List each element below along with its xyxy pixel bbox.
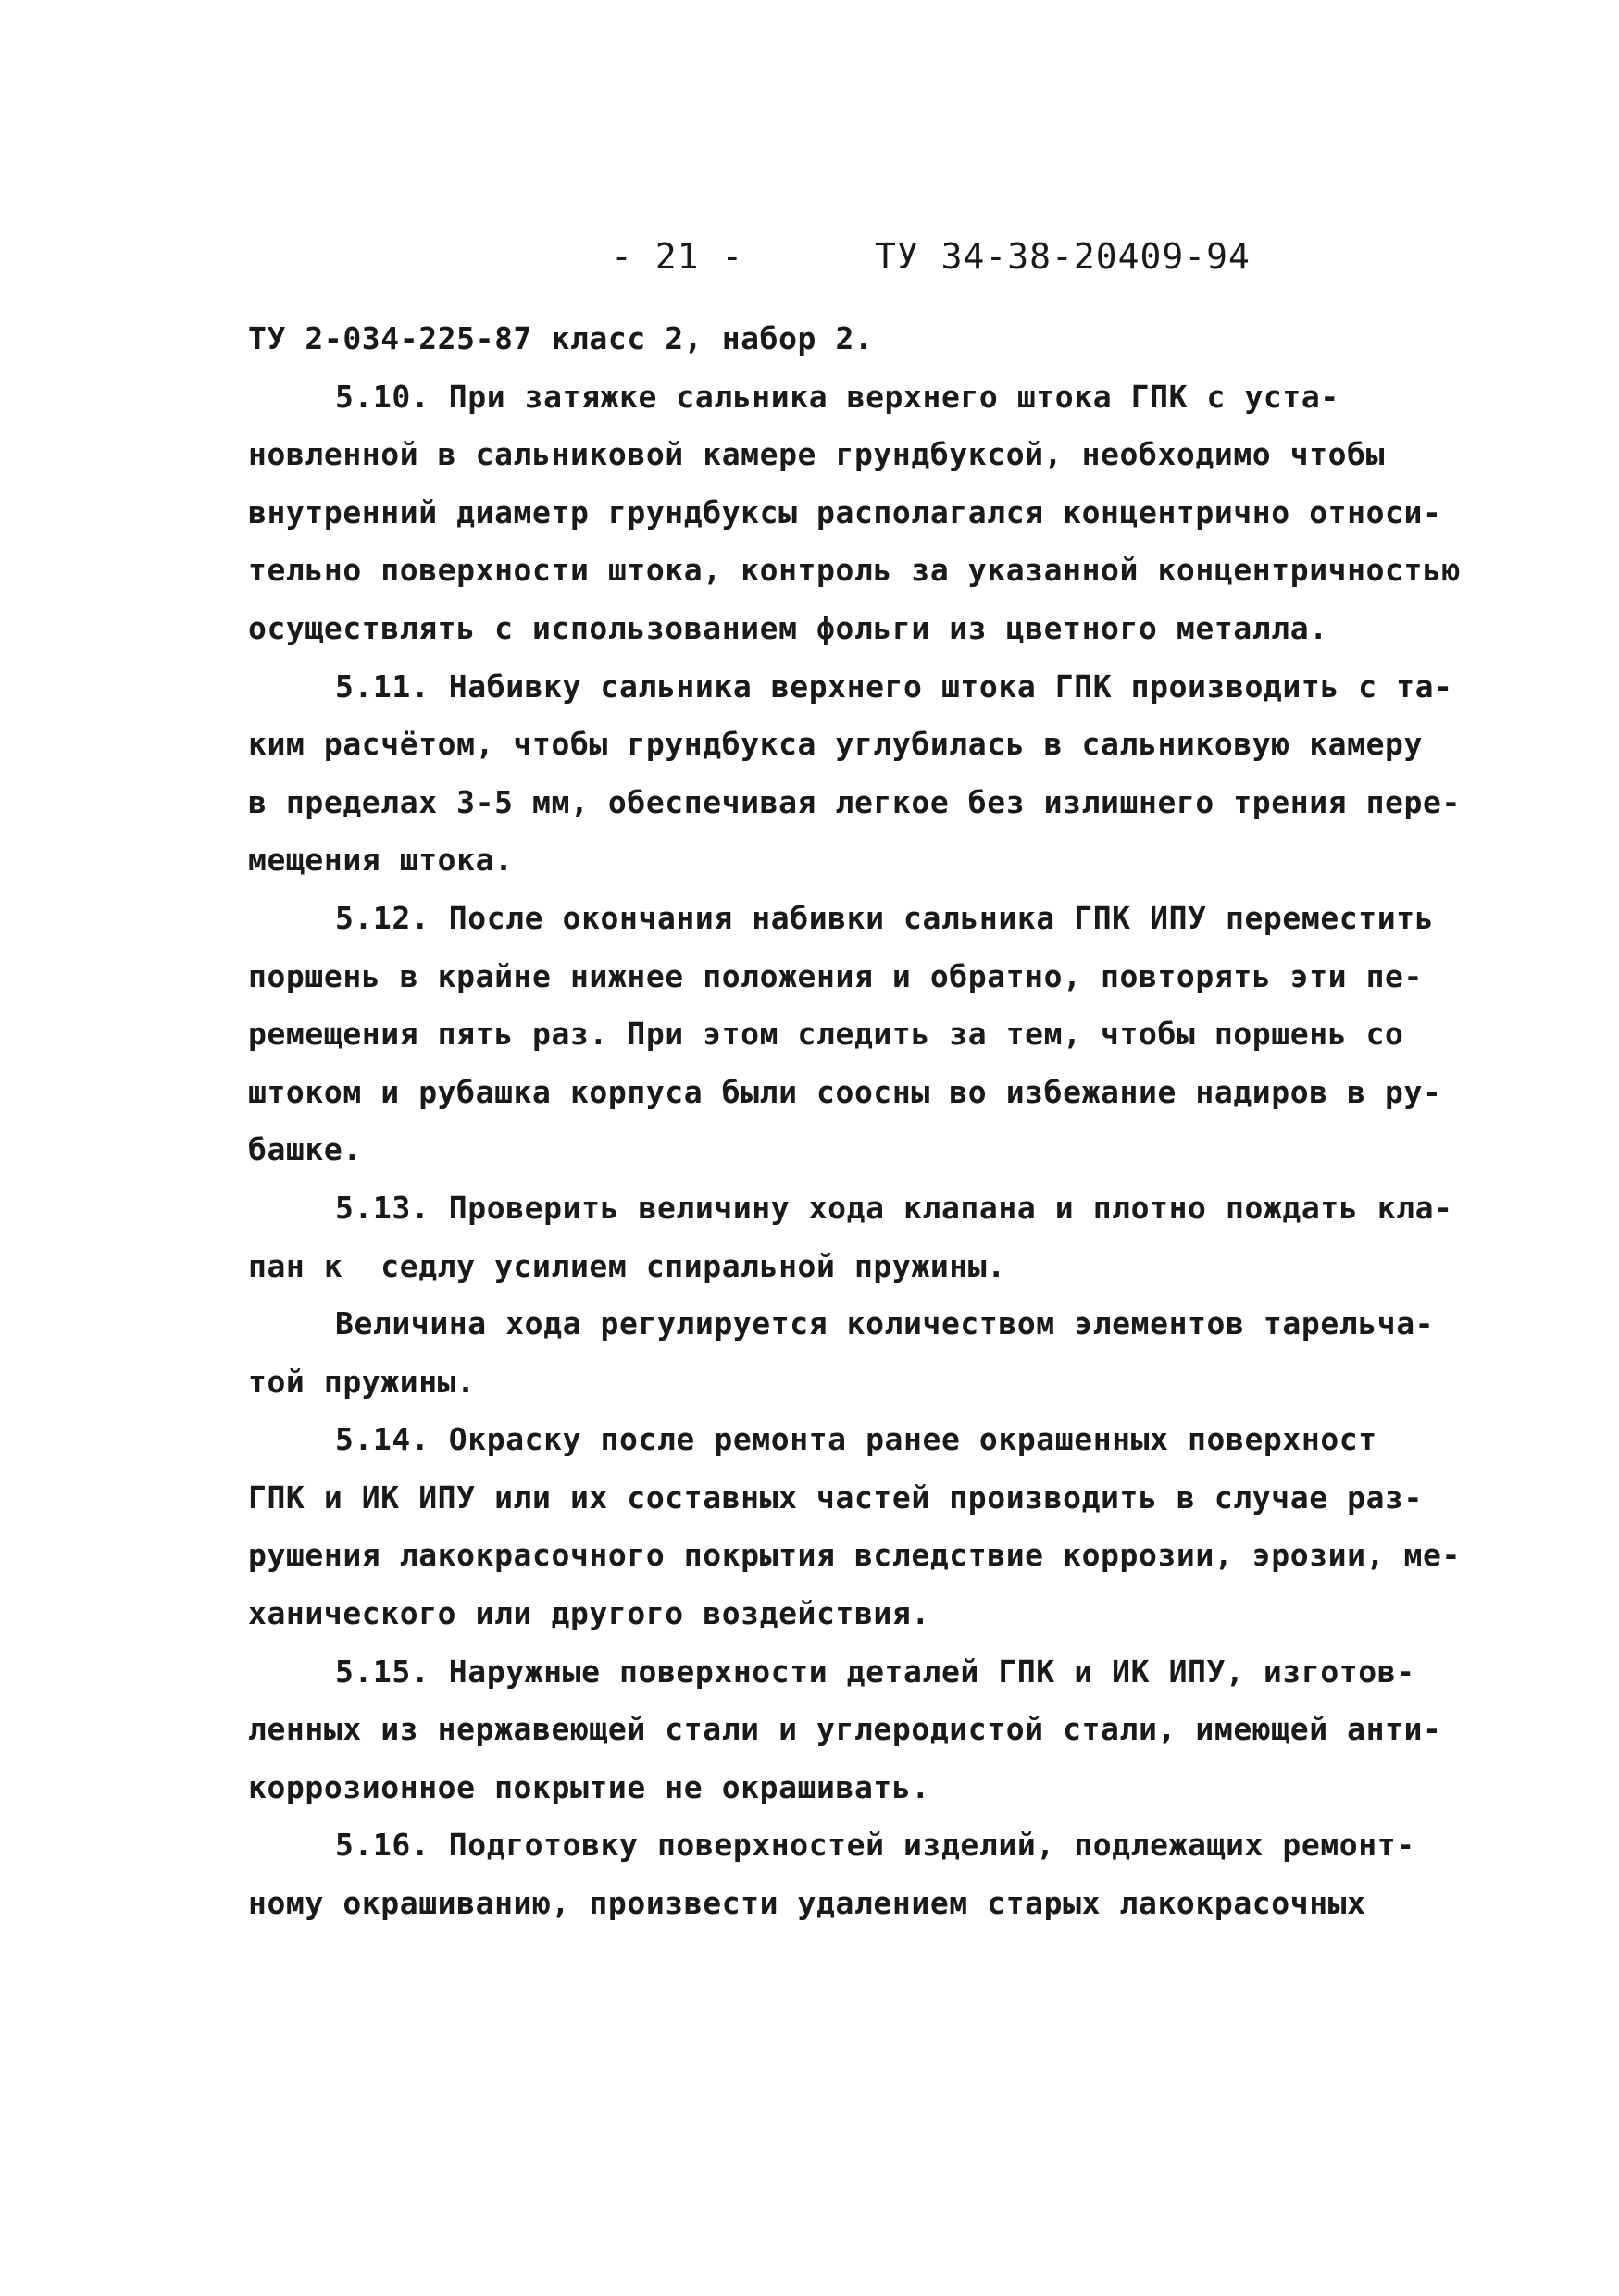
- text-line: пан к седлу усилием спиральной пружины.: [248, 1247, 1006, 1284]
- paragraph-5-15-start: 5.15. Наружные поверхности деталей ГПК и ИК ИПУ, изготов-: [335, 1653, 1415, 1690]
- paragraph-5-13-start: 5.13. Проверить величину хода клапана и плотно пождать кла-: [335, 1189, 1453, 1226]
- page-number: - 21 -: [611, 236, 744, 277]
- text-line: тельно поверхности штока, контроль за указанной концентричностью: [248, 552, 1461, 589]
- text-line: коррозионное покрытие не окрашивать.: [248, 1768, 930, 1805]
- text-line: башке.: [248, 1131, 362, 1168]
- text-line: ким расчётом, чтобы грундбукса углубилась в сальниковую камеру: [248, 726, 1423, 763]
- text-line: поршень в крайне нижнее положения и обратно, повторять эти пе-: [248, 957, 1423, 994]
- text-line: той пружины.: [248, 1363, 476, 1400]
- text-line: внутренний диаметр грундбуксы располагался концентрично относи-: [248, 493, 1442, 530]
- text-line: ному окрашиванию, произвести удалением старых лакокрасочных: [248, 1885, 1366, 1922]
- text-line: штоком и рубашка корпуса были соосны во избежание надиров в ру-: [248, 1073, 1442, 1110]
- text-line: рушения лакокрасочного покрытия вследствие коррозии, эрозии, ме-: [248, 1537, 1461, 1574]
- document-code: ТУ 34-38-20409-94: [875, 236, 1251, 277]
- text-line: ремещения пять раз. При этом следить за тем, чтобы поршень со: [248, 1016, 1404, 1053]
- text-line: ленных из нержавеющей стали и углеродистой стали, имеющей анти-: [248, 1711, 1442, 1748]
- text-line: новленной в сальниковой камере грундбуксой, необходимо чтобы: [248, 436, 1386, 473]
- paragraph-5-14-start: 5.14. Окраску после ремонта ранее окрашенных поверхност: [335, 1421, 1377, 1458]
- text-line: мещения штока.: [248, 842, 514, 879]
- text-line: ТУ 2-034-225-87 класс 2, набор 2.: [248, 320, 874, 356]
- paragraph-5-12-start: 5.12. После окончания набивки сальника ГПК ИПУ переместить: [335, 899, 1435, 936]
- text-line: в пределах 3-5 мм, обеспечивая легкое без излишнего трения пере-: [248, 783, 1461, 820]
- paragraph-5-16-start: 5.16. Подготовку поверхностей изделий, подлежащих ремонт-: [335, 1827, 1415, 1864]
- text-line: ханического или другого воздействия.: [248, 1595, 930, 1632]
- paragraph-stroke-start: Величина хода регулируется количеством элементов тарельча-: [335, 1305, 1435, 1342]
- text-line: осуществлять с использованием фольги из цветного металла.: [248, 609, 1328, 646]
- page-header: [0, 236, 1619, 292]
- document-body: [248, 310, 1461, 1933]
- text-line: ГПК и ИК ИПУ или их составных частей производить в случае раз-: [248, 1479, 1423, 1516]
- paragraph-5-10-start: 5.10. При затяжке сальника верхнего штока ГПК с уста-: [335, 378, 1339, 415]
- paragraph-5-11-start: 5.11. Набивку сальника верхнего штока ГПК производить с та-: [335, 668, 1453, 705]
